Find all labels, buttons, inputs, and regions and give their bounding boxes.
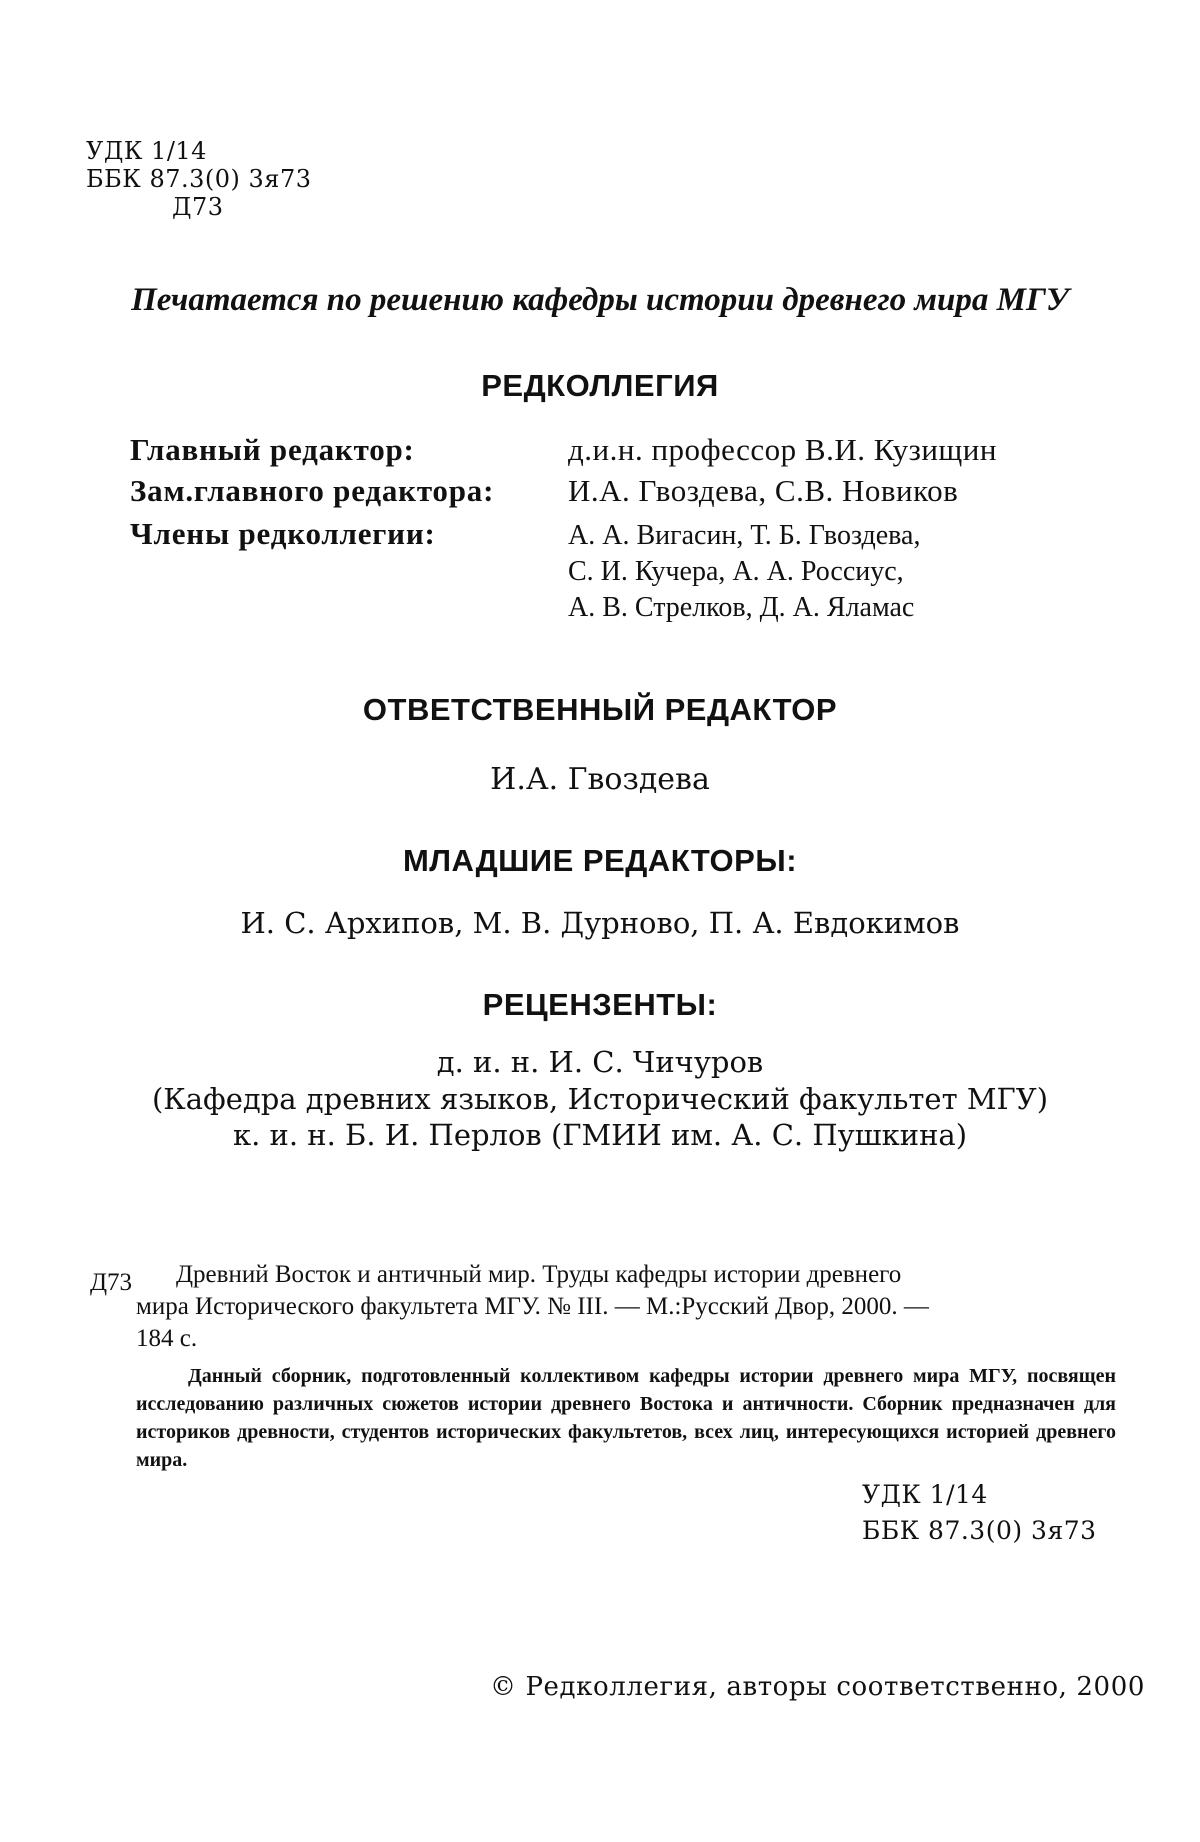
executive-editor-heading: ОТВЕТСТВЕННЫЙ РЕДАКТОР [362, 692, 838, 727]
biblio-author-sign: Д73 [90, 1269, 133, 1296]
reviewers-heading: РЕЦЕНЗЕНТЫ: [482, 987, 718, 1022]
board-members-line-3: А. В. Стрелков, Д. А. Яламас [568, 592, 915, 623]
biblio-line-3: 184 с. [136, 1325, 198, 1352]
annotation-text: Данный сборник, подготовленный коллективом кафедры истории древнего мира МГУ, посвящен исследованию различных сюжетов истории древнего Востока и античности. Сборник предназначен для историков древности, студентов исторических факультетов, всех лиц, интересующихся историей древнего мира. [136, 1365, 1116, 1471]
junior-editors-names: И. С. Архипов, М. В. Дурново, П. А. Евдокимов [240, 906, 960, 940]
imprint-note: Печатается по решению кафедры истории древнего мира МГУ [131, 282, 1069, 318]
udk-code: УДК 1/14 [86, 137, 207, 165]
junior-editors-heading: МЛАДШИЕ РЕДАКТОРЫ: [402, 843, 798, 878]
biblio-line-2: мира Исторического факультета МГУ. № III. — М.:Русский Двор, 2000. — [136, 1293, 929, 1320]
biblio-line-1: Древний Восток и античный мир. Труды кафедры истории древнего [176, 1261, 902, 1288]
annotation [136, 1362, 1116, 1474]
deputy-editor-names: И.А. Гвоздева, С.В. Новиков [568, 473, 959, 508]
board-members-line-2: С. И. Кучера, А. А. Россиус, [568, 556, 904, 587]
reviewer-line-2: (Кафедра древних языков, Исторический факультет МГУ) [151, 1082, 1049, 1116]
role-chief-editor: Главный редактор: [130, 432, 415, 467]
editorial-board-heading: РЕДКОЛЛЕГИЯ [481, 368, 719, 403]
biblio-udk: УДК 1/14 [862, 1480, 988, 1509]
copyright-notice: © Редколлегия, авторы соответственно, 2000 [490, 1672, 1145, 1702]
author-sign: Д73 [172, 193, 224, 221]
chief-editor-name: д.и.н. профессор В.И. Кузищин [568, 432, 997, 467]
reviewer-line-1: д. и. н. И. С. Чичуров [436, 1045, 764, 1079]
role-deputy-editor: Зам.главного редактора: [130, 473, 495, 508]
role-board-members: Члены редколлегии: [130, 516, 436, 551]
board-members-line-1: А. А. Вигасин, Т. Б. Гвоздева, [568, 520, 921, 551]
bbk-code: ББК 87.3(0) 3я73 [86, 165, 312, 193]
executive-editor-name: И.А. Гвоздева [490, 762, 710, 797]
biblio-bbk: ББК 87.3(0) 3я73 [862, 1516, 1097, 1545]
reviewer-line-3: к. и. н. Б. И. Перлов (ГМИИ им. А. С. Пушкина) [232, 1118, 968, 1152]
